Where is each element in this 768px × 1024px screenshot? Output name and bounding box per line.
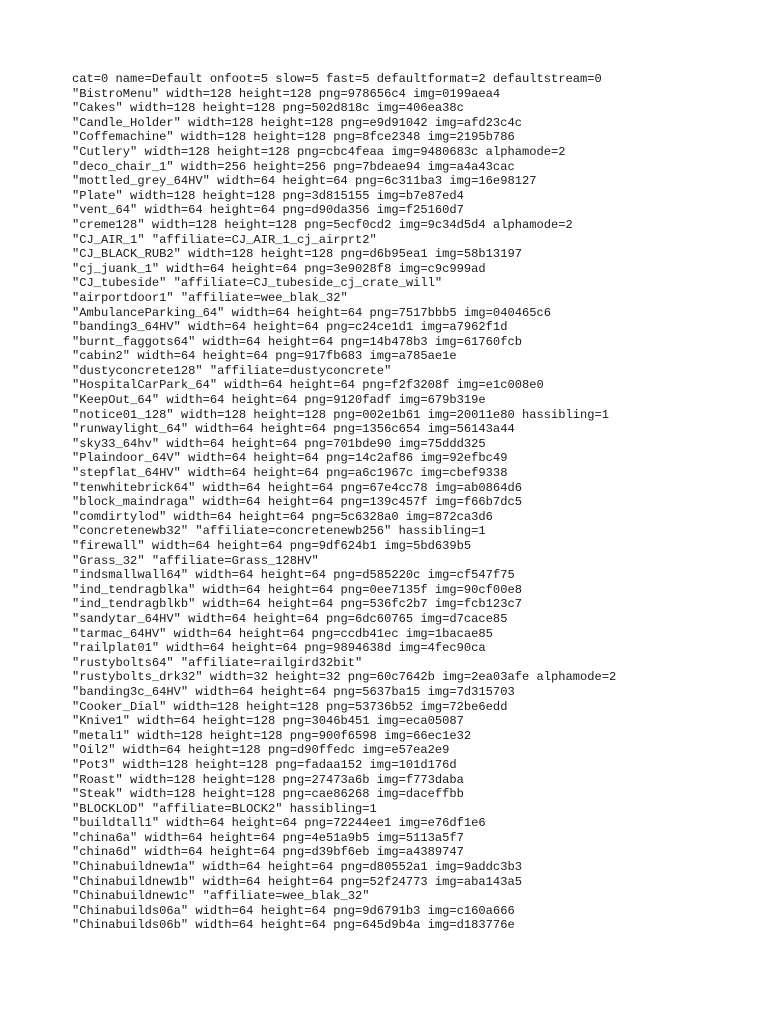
text-line: "banding3c_64HV" width=64 height=64 png=5637ba15 img=7d315703	[72, 684, 515, 699]
text-line: "block_maindraga" width=64 height=64 png=139c457f img=f66b7dc5	[72, 495, 522, 510]
text-line: "CJ_AIR_1" "affiliate=CJ_AIR_1_cj_airprt2"	[72, 232, 377, 247]
text-line: "metal1" width=128 height=128 png=900f6598 img=66ec1e32	[72, 728, 472, 743]
text-line: "rustybolts64" "affiliate=railgird32bit"	[72, 655, 363, 670]
text-line: "Pot3" width=128 height=128 png=fadaa152 img=101d176d	[72, 757, 457, 772]
text-line: "burnt_faggots64" width=64 height=64 png=14b478b3 img=61760fcb	[72, 334, 522, 349]
text-line: "Coffemachine" width=128 height=128 png=8fce2348 img=2195b786	[72, 130, 515, 145]
text-line: "Knive1" width=64 height=128 png=3046b451 img=eca05087	[72, 714, 464, 729]
text-line: "cj_juank_1" width=64 height=64 png=3e9028f8 img=c9c999ad	[72, 261, 486, 276]
text-line: "indsmallwall64" width=64 height=64 png=d585220c img=cf547f75	[72, 568, 515, 583]
text-line: "tenwhitebrick64" width=64 height=64 png=67e4cc78 img=ab0864d6	[72, 480, 522, 495]
text-line: "cabin2" width=64 height=64 png=917fb683 img=a785ae1e	[72, 349, 457, 364]
text-line: "CJ_BLACK_RUB2" width=128 height=128 png=d6b95ea1 img=58b13197	[72, 247, 522, 262]
text-line: "Chinabuilds06a" width=64 height=64 png=9d6791b3 img=c160a666	[72, 903, 515, 918]
text-line: "Candle_Holder" width=128 height=128 png=e9d91042 img=afd23c4c	[72, 115, 522, 130]
text-line: "rustybolts_drk32" width=32 height=32 png=60c7642b img=2ea03afe alphamode=2	[72, 670, 617, 685]
text-line: "notice01_128" width=128 height=128 png=002e1b61 img=20011e80 hassibling=1	[72, 407, 610, 422]
text-line: "china6a" width=64 height=64 png=4e51a9b5 img=5113a5f7	[72, 830, 464, 845]
text-line: "Cutlery" width=128 height=128 png=cbc4feaa img=9480683c alphamode=2	[72, 144, 566, 159]
text-line: "sky33_64hv" width=64 height=64 png=701bde90 img=75ddd325	[72, 436, 486, 451]
text-line: "Chinabuildnew1b" width=64 height=64 png=52f24773 img=aba143a5	[72, 874, 522, 889]
text-line: "BLOCKLOD" "affiliate=BLOCK2" hassibling=1	[72, 801, 377, 816]
text-line: "airportdoor1" "affiliate=wee_blak_32"	[72, 290, 348, 305]
text-line: "HospitalCarPark_64" width=64 height=64 png=f2f3208f img=e1c008e0	[72, 378, 544, 393]
text-line: "stepflat_64HV" width=64 height=64 png=a6c1967c img=cbef9338	[72, 466, 508, 481]
text-line: "tarmac_64HV" width=64 height=64 png=ccdb41ec img=1bacae85	[72, 626, 493, 641]
text-line: "BistroMenu" width=128 height=128 png=978656c4 img=0199aea4	[72, 86, 501, 101]
text-line: "CJ_tubeside" "affiliate=CJ_tubeside_cj_crate_will"	[72, 276, 443, 291]
text-line: "banding3_64HV" width=64 height=64 png=c24ce1d1 img=a7962f1d	[72, 320, 508, 335]
text-line: "AmbulanceParking_64" width=64 height=64 png=7517bbb5 img=040465c6	[72, 305, 551, 320]
text-line: "Plate" width=128 height=128 png=3d815155 img=b7e87ed4	[72, 188, 464, 203]
text-line: "china6d" width=64 height=64 png=d39bf6eb img=a4389747	[72, 845, 464, 860]
text-line: "buildtall1" width=64 height=64 png=72244ee1 img=e76df1e6	[72, 816, 486, 831]
text-line: "firewall" width=64 height=64 png=9df624b1 img=5bd639b5	[72, 539, 472, 553]
text-line: "sandytar_64HV" width=64 height=64 png=6dc60765 img=d7cace85	[72, 611, 508, 626]
text-line: "dustyconcrete128" "affiliate=dustyconcrete"	[72, 363, 392, 378]
text-line: "Cooker_Dial" width=128 height=128 png=53736b52 img=72be6edd	[72, 699, 508, 714]
text-line: "Chinabuilds06b" width=64 height=64 png=645d9b4a img=d183776e	[72, 918, 515, 933]
text-line: "comdirtylod" width=64 height=64 png=5c6328a0 img=872ca3d6	[72, 509, 493, 524]
text-line: "Oil2" width=64 height=128 png=d90ffedc img=e57ea2e9	[72, 743, 450, 758]
text-line: "Steak" width=128 height=128 png=cae86268 img=daceffbb	[72, 787, 464, 802]
text-line: "creme128" width=128 height=128 png=5ecf0cd2 img=9c34d5d4 alphamode=2	[72, 217, 573, 232]
text-line: "Chinabuildnew1c" "affiliate=wee_blak_32"	[72, 889, 370, 904]
texture-listing-text	[72, 72, 616, 933]
text-line: "Roast" width=128 height=128 png=27473a6b img=f773daba	[72, 772, 464, 787]
text-line: "runwaylight_64" width=64 height=64 png=1356c654 img=56143a44	[72, 422, 515, 437]
text-line: cat=0 name=Default onfoot=5 slow=5 fast=5 defaultformat=2 defaultstream=0	[72, 72, 602, 86]
text-line: "mottled_grey_64HV" width=64 height=64 png=6c311ba3 img=16e98127	[72, 174, 537, 189]
text-line: "vent_64" width=64 height=64 png=d90da356 img=f25160d7	[72, 203, 464, 218]
text-line: "Chinabuildnew1a" width=64 height=64 png=d80552a1 img=9addc3b3	[72, 860, 522, 875]
text-line: "ind_tendragblka" width=64 height=64 png=0ee7135f img=90cf00e8	[72, 582, 522, 597]
text-line: "deco_chair_1" width=256 height=256 png=7bdeae94 img=a4a43cac	[72, 159, 515, 174]
text-line: "railplat01" width=64 height=64 png=9894638d img=4fec90ca	[72, 641, 486, 656]
text-line: "Cakes" width=128 height=128 png=502d818c img=406ea38c	[72, 101, 464, 116]
text-line: "KeepOut_64" width=64 height=64 png=9120fadf img=679b319e	[72, 393, 486, 408]
text-line: "concretenewb32" "affiliate=concretenewb256" hassibling=1	[72, 524, 486, 539]
text-line: "ind_tendragblkb" width=64 height=64 png=536fc2b7 img=fcb123c7	[72, 597, 522, 612]
text-line: "Grass_32" "affiliate=Grass_128HV"	[72, 553, 319, 568]
text-line: "Plaindoor_64V" width=64 height=64 png=14c2af86 img=92efbc49	[72, 451, 508, 466]
